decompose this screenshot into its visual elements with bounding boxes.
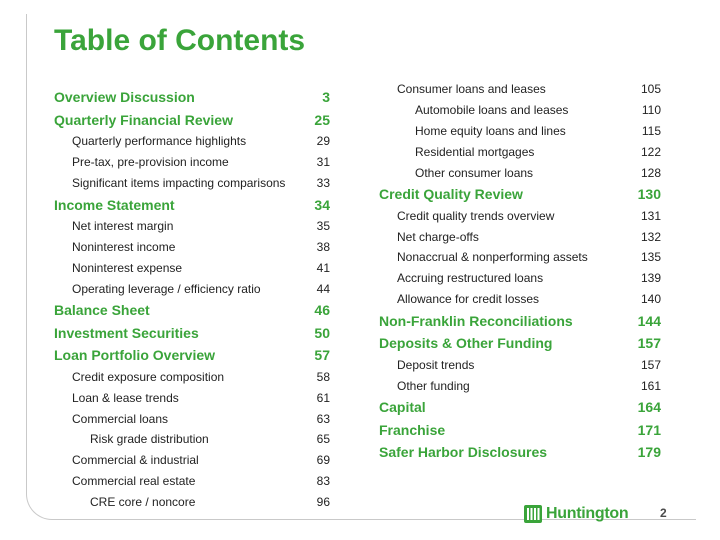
toc-entry-page: 135 <box>640 250 661 265</box>
toc-entry <box>379 162 661 183</box>
toc-entry <box>54 387 330 408</box>
toc-entry-page: 179 <box>637 444 661 461</box>
toc-entry-page: 122 <box>640 144 661 159</box>
toc-entry-label: Franchise <box>379 421 446 438</box>
toc-entry-page: 29 <box>316 134 330 149</box>
toc-entry-label: Net charge-offs <box>397 229 479 244</box>
toc-entry-label: Capital <box>379 399 426 416</box>
toc-entry-label: Net interest margin <box>72 219 174 234</box>
toc-entry-page: 130 <box>637 186 661 203</box>
toc-entry-page: 38 <box>316 240 330 255</box>
toc-section-heading <box>54 109 330 132</box>
toc-section-heading <box>379 183 661 206</box>
toc-entry <box>379 247 661 268</box>
toc-entry <box>379 141 661 162</box>
toc-section-heading <box>54 299 330 322</box>
toc-entry-page: 128 <box>640 165 661 180</box>
toc-entry-label: Quarterly performance highlights <box>72 134 247 149</box>
toc-entry-label: Allowance for credit losses <box>397 292 540 307</box>
toc-entry <box>54 278 330 299</box>
toc-entry-page: 69 <box>316 453 330 468</box>
toc-right-column <box>379 79 661 464</box>
toc-entry-label: Nonaccrual & nonperforming assets <box>397 250 588 265</box>
toc-entry <box>379 375 661 396</box>
toc-section-heading <box>54 86 330 109</box>
toc-section-heading <box>379 396 661 419</box>
toc-entry-label: Commercial real estate <box>72 473 196 488</box>
toc-entry <box>379 226 661 247</box>
toc-entry-label: Pre-tax, pre-provision income <box>72 155 229 170</box>
toc-entry <box>379 354 661 375</box>
toc-entry-page: 57 <box>314 347 330 364</box>
toc-entry-label: Home equity loans and lines <box>415 123 566 138</box>
toc-entry-label: Credit quality trends overview <box>397 208 555 223</box>
toc-entry-label: Noninterest expense <box>72 260 183 275</box>
toc-entry-page: 139 <box>640 271 661 286</box>
toc-entry-label: Safer Harbor Disclosures <box>379 444 548 461</box>
toc-entry <box>54 367 330 388</box>
toc-entry-label: Significant items impacting comparisons <box>72 175 286 190</box>
toc-entry-page: 131 <box>640 208 661 223</box>
toc-entry <box>54 429 330 450</box>
toc-entry-page: 83 <box>316 473 330 488</box>
toc-entry-page: 34 <box>314 196 330 213</box>
toc-entry-page: 164 <box>637 399 661 416</box>
toc-entry-label: Quarterly Financial Review <box>54 111 233 128</box>
toc-entry-label: Automobile loans and leases <box>415 103 569 118</box>
toc-entry-page: 25 <box>314 111 330 128</box>
toc-entry-page: 63 <box>316 411 330 426</box>
toc-entry-label: Noninterest income <box>72 240 176 255</box>
toc-entry <box>54 131 330 152</box>
toc-entry-label: Overview Discussion <box>54 89 195 106</box>
toc-entry-page: 3 <box>322 89 330 106</box>
toc-entry-page: 171 <box>637 421 661 438</box>
toc-entry-label: Consumer loans and leases <box>397 82 546 97</box>
toc-section-heading <box>379 419 661 442</box>
toc-entry-page: 105 <box>640 82 661 97</box>
toc-entry-page: 50 <box>314 324 330 341</box>
toc-entry-page: 58 <box>316 369 330 384</box>
toc-entry-label: Operating leverage / efficiency ratio <box>72 281 261 296</box>
toc-section-heading <box>379 309 661 332</box>
toc-entry-label: Deposit trends <box>397 357 475 372</box>
toc-entry-page: 144 <box>637 312 661 329</box>
logo-wordmark: Huntington <box>546 505 629 522</box>
toc-entry-label: Risk grade distribution <box>90 432 209 447</box>
brand-logo <box>524 505 628 523</box>
toc-entry-label: Credit Quality Review <box>379 186 523 203</box>
toc-entry <box>54 450 330 471</box>
toc-section-heading <box>379 332 661 355</box>
toc-entry <box>379 79 661 100</box>
huntington-logo-icon <box>524 505 542 523</box>
toc-entry-page: 110 <box>641 103 661 118</box>
toc-entry-label: Loan Portfolio Overview <box>54 347 216 364</box>
toc-entry-label: Residential mortgages <box>415 144 535 159</box>
toc-entry <box>379 121 661 142</box>
toc-entry <box>54 257 330 278</box>
toc-entry-label: Commercial loans <box>72 411 169 426</box>
toc-entry-page: 31 <box>316 155 330 170</box>
toc-entry-page: 96 <box>316 494 330 509</box>
toc-entry-page: 44 <box>316 281 330 296</box>
toc-entry-label: Commercial & industrial <box>72 453 199 468</box>
toc-entry-label: Investment Securities <box>54 324 199 341</box>
toc-entry-label: Credit exposure composition <box>72 369 225 384</box>
toc-entry <box>54 237 330 258</box>
toc-entry-page: 33 <box>316 175 330 190</box>
toc-entry <box>379 100 661 121</box>
toc-entry-page: 46 <box>314 302 330 319</box>
toc-entry <box>379 268 661 289</box>
toc-section-heading <box>379 441 661 464</box>
toc-entry-label: Non-Franklin Reconciliations <box>379 312 573 329</box>
toc-entry-label: Accruing restructured loans <box>397 271 544 286</box>
toc-entry-page: 35 <box>316 219 330 234</box>
toc-entry-label: Income Statement <box>54 196 175 213</box>
toc-entry <box>379 205 661 226</box>
toc-entry <box>54 408 330 429</box>
toc-entry <box>54 491 330 512</box>
toc-entry-page: 132 <box>640 229 661 244</box>
toc-entry <box>54 173 330 194</box>
toc-section-heading <box>54 193 330 216</box>
toc-entry <box>54 216 330 237</box>
toc-entry-page: 161 <box>640 378 661 393</box>
toc-left-column <box>54 86 330 512</box>
toc-entry <box>379 289 661 310</box>
toc-entry-label: Loan & lease trends <box>72 390 179 405</box>
toc-entry <box>54 471 330 492</box>
toc-entry-label: Balance Sheet <box>54 302 150 319</box>
toc-section-heading <box>54 322 330 345</box>
toc-entry-page: 41 <box>316 260 330 275</box>
toc-entry-page: 61 <box>316 390 330 405</box>
toc-section-heading <box>54 344 330 367</box>
toc-entry-page: 157 <box>637 335 661 352</box>
toc-entry-page: 140 <box>640 292 661 307</box>
toc-entry-label: Deposits & Other Funding <box>379 335 553 352</box>
toc-entry-page: 65 <box>316 432 330 447</box>
toc-entry-label: Other consumer loans <box>415 165 534 180</box>
toc-entry-page: 157 <box>640 357 661 372</box>
toc-entry <box>54 152 330 173</box>
toc-entry-label: Other funding <box>397 378 470 393</box>
toc-entry-page: 115 <box>641 123 661 138</box>
page-title: Table of Contents <box>54 24 306 57</box>
page-number: 2 <box>660 506 667 520</box>
toc-entry-label: CRE core / noncore <box>90 494 196 509</box>
